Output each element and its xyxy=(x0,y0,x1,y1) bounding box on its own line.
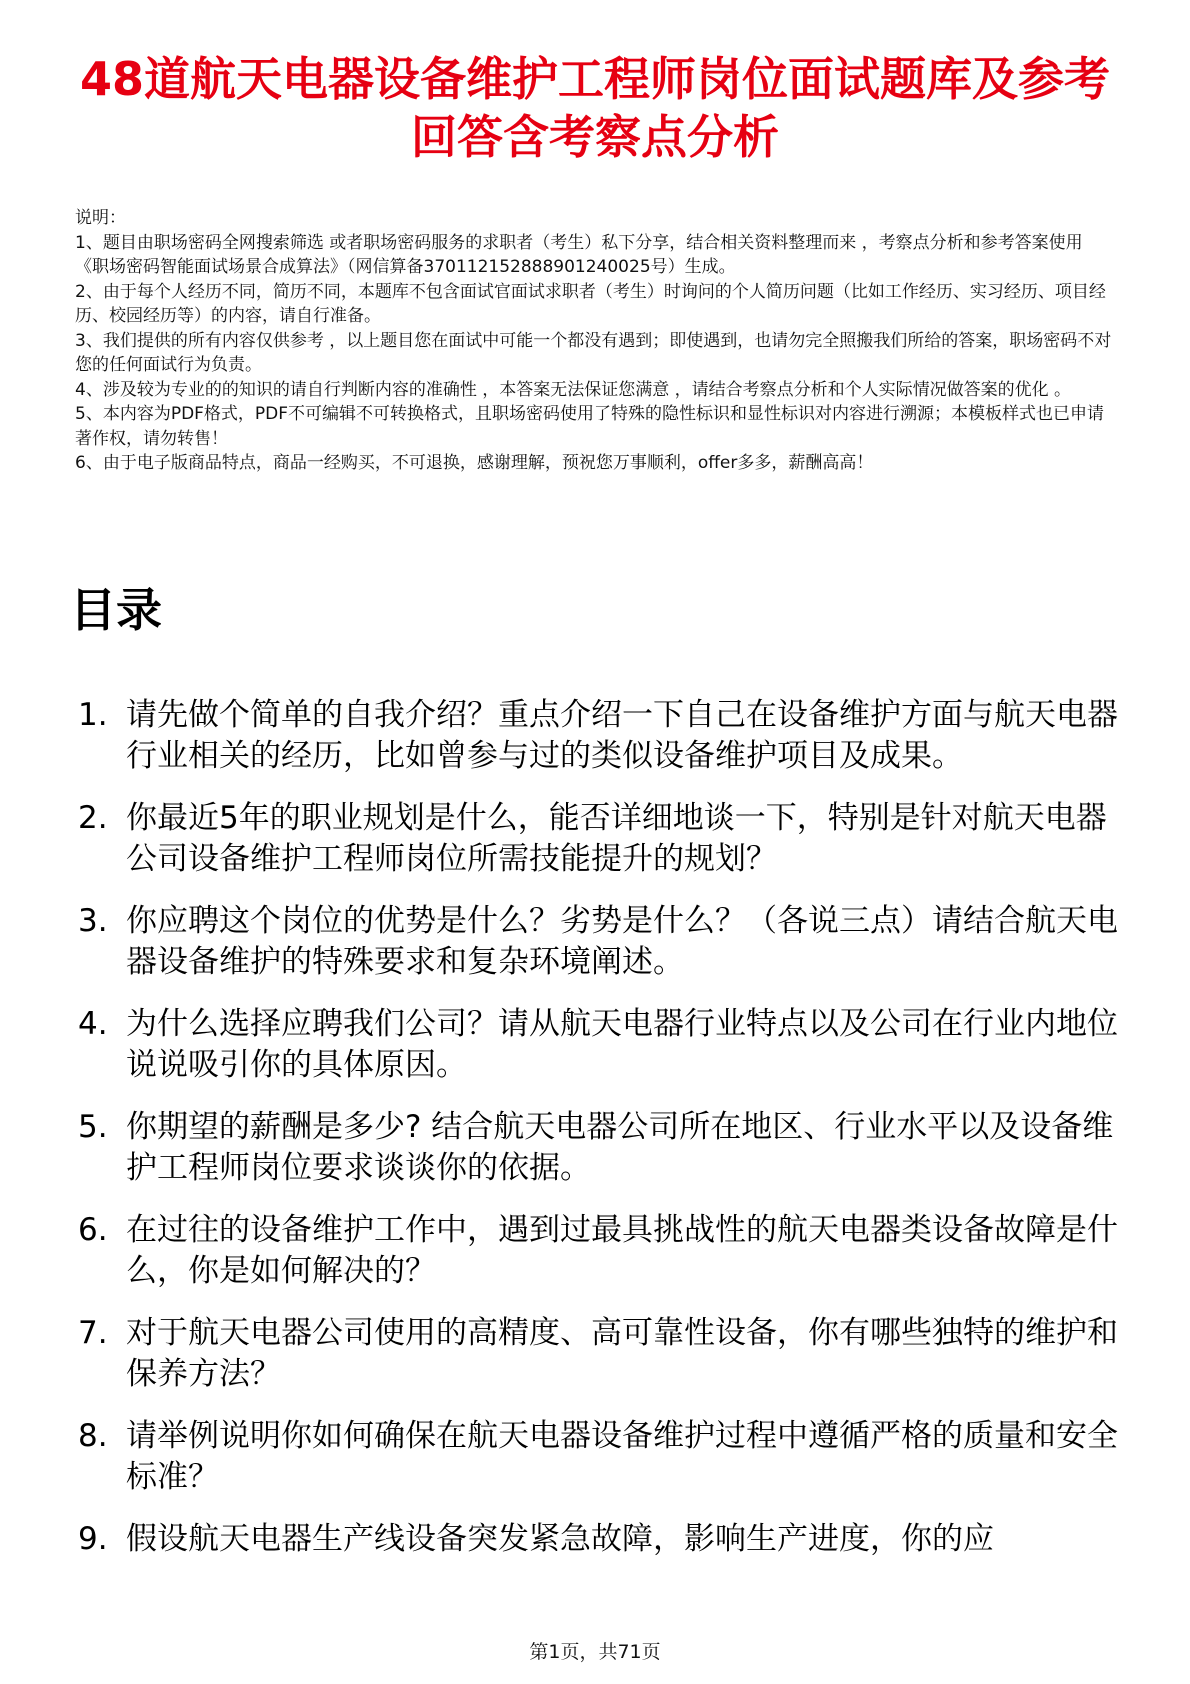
notes-item-5: 5、本内容为PDF格式，PDF不可编辑不可转换格式，且职场密码使用了特殊的隐性标识和显性标识对内容进行溯源；本模板样式也已申请著作权，请勿转售！ xyxy=(75,404,1105,449)
toc-list xyxy=(70,695,1130,1581)
toc-item[interactable] xyxy=(70,1004,1130,1086)
toc-item[interactable] xyxy=(70,901,1130,983)
toc-item-text: 假设航天电器生产线设备突发紧急故障，影响生产进度，你的应 xyxy=(126,1521,994,1557)
toc-item-text: 为什么选择应聘我们公司？请从航天电器行业特点以及公司在行业内地位说说吸引你的具体原因。 xyxy=(126,1006,1118,1083)
toc-item-text: 请先做个简单的自我介绍？重点介绍一下自己在设备维护方面与航天电器行业相关的经历，比如曾参与过的类似设备维护项目及成果。 xyxy=(126,697,1118,774)
toc-item-number: 2. xyxy=(78,800,108,836)
toc-item-number: 4. xyxy=(78,1006,108,1042)
notes-item-3: 3、我们提供的所有内容仅供参考 ，以上题目您在面试中可能一个都没有遇到；即使遇到，也请勿完全照搬我们所给的答案，职场密码不对您的任何面试行为负责。 xyxy=(75,330,1112,375)
toc-item-number: 6. xyxy=(78,1212,108,1248)
toc-heading: 目录 xyxy=(70,583,162,637)
toc-item-text: 你最近5年的职业规划是什么，能否详细地谈一下，特别是针对航天电器公司设备维护工程师岗位所需技能提升的规划？ xyxy=(126,800,1107,877)
notes-section xyxy=(75,206,1115,476)
toc-item-text: 请举例说明你如何确保在航天电器设备维护过程中遵循严格的质量和安全标准？ xyxy=(126,1418,1118,1495)
toc-item[interactable] xyxy=(70,798,1130,880)
toc-item-text: 你期望的薪酬是多少? 结合航天电器公司所在地区、行业水平以及设备维护工程师岗位要求谈谈你的依据。 xyxy=(126,1109,1114,1186)
toc-item-number: 1. xyxy=(78,697,108,733)
notes-item-1: 1、题目由职场密码全网搜索筛选 或者职场密码服务的求职者（考生）私下分享，结合相关资料整理而来 ，考察点分析和参考答案使用《职场密码智能面试场景合成算法》（网信算备370112152888901240025号）生成。 xyxy=(75,232,1083,277)
toc-item-text: 你应聘这个岗位的优势是什么？劣势是什么？（各说三点）请结合航天电器设备维护的特殊要求和复杂环境阐述。 xyxy=(126,903,1118,980)
toc-item[interactable] xyxy=(70,695,1130,777)
toc-item-number: 5. xyxy=(78,1109,108,1145)
toc-item[interactable] xyxy=(70,1210,1130,1292)
toc-item-number: 3. xyxy=(78,903,108,939)
page-footer: 第1页，共71页 xyxy=(529,1641,661,1663)
page-title: 48道航天电器设备维护工程师岗位面试题库及参考回答含考察点分析 xyxy=(79,52,1110,164)
toc-item-number: 9. xyxy=(78,1521,108,1557)
toc-item-number: 7. xyxy=(78,1315,108,1351)
toc-item[interactable] xyxy=(70,1313,1130,1395)
toc-item-text: 对于航天电器公司使用的高精度、高可靠性设备，你有哪些独特的维护和保养方法？ xyxy=(126,1315,1118,1392)
notes-heading: 说明： xyxy=(75,208,126,228)
notes-item-2: 2、由于每个人经历不同，简历不同，本题库不包含面试官面试求职者（考生）时询问的个人简历问题（比如工作经历、实习经历、项目经历、校园经历等）的内容，请自行准备。 xyxy=(75,281,1106,326)
toc-item-number: 8. xyxy=(78,1418,108,1454)
toc-item[interactable] xyxy=(70,1519,1130,1560)
notes-item-6: 6、由于电子版商品特点，商品一经购买，不可退换，感谢理解，预祝您万事顺利，offer多多，薪酬高高！ xyxy=(75,453,874,473)
toc-item[interactable] xyxy=(70,1416,1130,1498)
notes-item-4: 4、涉及较为专业的的知识的请自行判断内容的准确性 ，本答案无法保证您满意 ，请结合考察点分析和个人实际情况做答案的优化 。 xyxy=(75,379,1072,400)
toc-item-text: 在过往的设备维护工作中，遇到过最具挑战性的航天电器类设备故障是什么，你是如何解决的？ xyxy=(126,1212,1118,1289)
toc-item[interactable] xyxy=(70,1107,1130,1189)
